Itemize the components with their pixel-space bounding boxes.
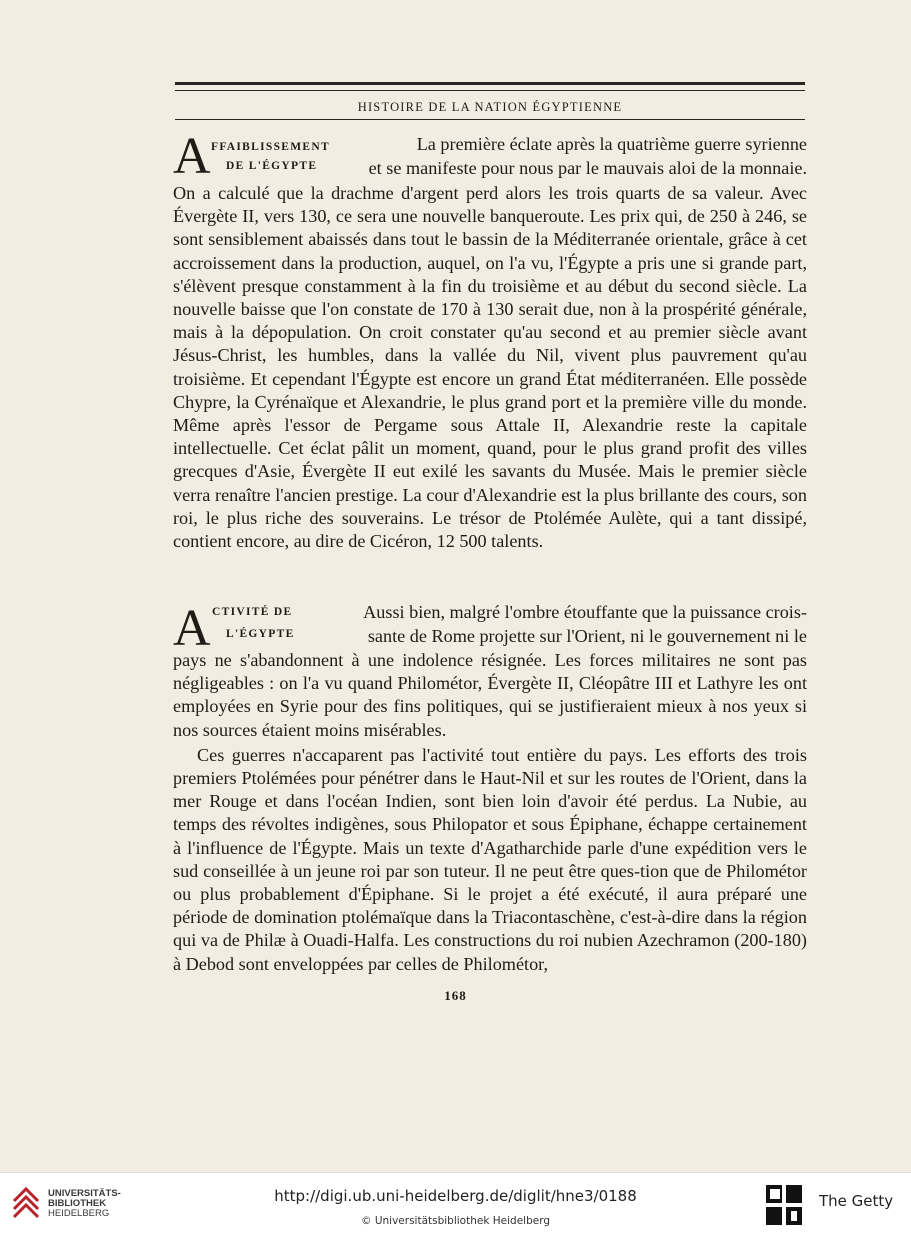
- library-line3: HEIDELBERG: [48, 1208, 110, 1219]
- permalink-url[interactable]: http://digi.ub.uni-heidelberg.de/diglit/hne3/0188: [274, 1187, 637, 1205]
- paragraph: Ces guerres n'accaparent pas l'activité tout entière du pays. Les efforts des trois premiers Ptolémées pour pénétrer dans le Haut-Nil et sur les routes de l'Orient, dans la mer Rouge et dans l'océan Indien, sont bien loin d'avoir été perdus. La Nubie, au temps des révoltes indigènes, sous Philopator et sous Épiphane, échappe certainement à l'influence de l'Égypte. Mais un texte d'Agatharchide parle d'une expédition vers le sud conseillée à un jeune roi par son tuteur. Il ne peut être ques-tion que de Philométor ou plus probablement d'Épiphane. Si le projet a été exécuté, il aura préparé une période de domination ptolémaïque dans la Triacontaschène, c'est-à-dire dans la région qui va de Philæ à Ouadi-Halfa. Les constructions du roi nubien Azechramon (200-180) à Debod sont enveloppées par celles de Philométor,: [173, 744, 807, 974]
- opening-line-2: sante de Rome projette sur l'Orient, ni le gouvernement ni le: [367, 626, 807, 646]
- library-line1: UNIVERSITÄTS-: [48, 1188, 121, 1199]
- running-head: HISTOIRE DE LA NATION ÉGYPTIENNE: [357, 100, 623, 114]
- copyright-notice: © Universitätsbibliothek Heidelberg: [360, 1215, 550, 1227]
- opening-line-1: Aussi bien, malgré l'ombre étouffante que la puissance crois-: [363, 602, 807, 622]
- side-heading-line2: DE L'ÉGYPTE: [226, 160, 318, 172]
- opening-line-1: La première éclate après la quatrième guerre syrienne: [416, 134, 807, 154]
- drop-cap: A: [173, 600, 211, 657]
- opening-line-2: et se manifeste pour nous par le mauvais aloi de la monnaie.: [368, 158, 807, 178]
- paragraph: On a calculé que la drachme d'argent perd alors les trois quarts de sa valeur. Avec Évergète II, vers 130, ce sera une nouvelle banqueroute. Les prix qui, de 250 à 246, se sont sensiblement abaissés dans tout le bassin de la Méditerranée orientale, grâce à cet accroissement dans la production, auquel, on l'a vu, l'Égypte a pris une si grande part, s'élèvent presque constamment à la fin du troisième et au début du second siècle. La nouvelle baisse que l'on constate de 170 à 130 serait due, non à la prospérité générale, mais à la dépopulation. On croit constater qu'au second et au premier siècle avant Jésus-Christ, les humbles, dans la vallée du Nil, vivent plus pauvrement qu'au troisième. Et cependant l'Égypte est encore un grand État méditerranéen. Elle possède Chypre, la Cyrénaïque et Alexandrie, le plus grand port et la première ville du monde. Même après l'essor de Pergame sous Attale II, Alexandrie reste la capitale intellectuelle. Cet éclat pâlit un moment, quand, pour le plus grand profit des villes grecques d'Asie, Évergète II eut exilé les savants du Musée. Mais le premier siècle verra renaître l'ancien prestige. La cour d'Alexandrie est la plus brillante des cours, son roi, le plus riche des souverains. Le trésor de Ptolémée Aulète, qui a tant dissipé, contient encore, au dire de Cicéron, 12 500 talents.: [173, 183, 807, 552]
- section1-body: [173, 182, 807, 553]
- library-line2: BIBLIOTHEK: [48, 1198, 107, 1209]
- digitization-footer: [0, 1172, 911, 1239]
- getty-label: The Getty: [819, 1192, 894, 1210]
- side-heading-line2: L'ÉGYPTE: [226, 628, 295, 640]
- header-rule-bottom: [175, 119, 805, 120]
- page-number: 168: [444, 988, 467, 1003]
- header-rule-top: [175, 82, 805, 85]
- getty-logo-icon: [764, 1183, 806, 1227]
- paragraph: pays ne s'abandonnent à une indolence résignée. Les forces militaires ne sont pas négligeables : on l'a vu quand Philométor, Évergète II, Cléopâtre III et Lathyre les ont employées en Syrie pour des fins politiques, qui se justifieraient mieux à nos yeux si nos sources étaient moins misérables.: [173, 650, 807, 740]
- side-heading-line1: FFAIBLISSEMENT: [211, 141, 330, 153]
- drop-cap: A: [173, 128, 211, 185]
- header-rule-middle: [175, 90, 805, 91]
- side-heading-line1: CTIVITÉ DE: [212, 606, 293, 618]
- section2-body: [173, 649, 807, 976]
